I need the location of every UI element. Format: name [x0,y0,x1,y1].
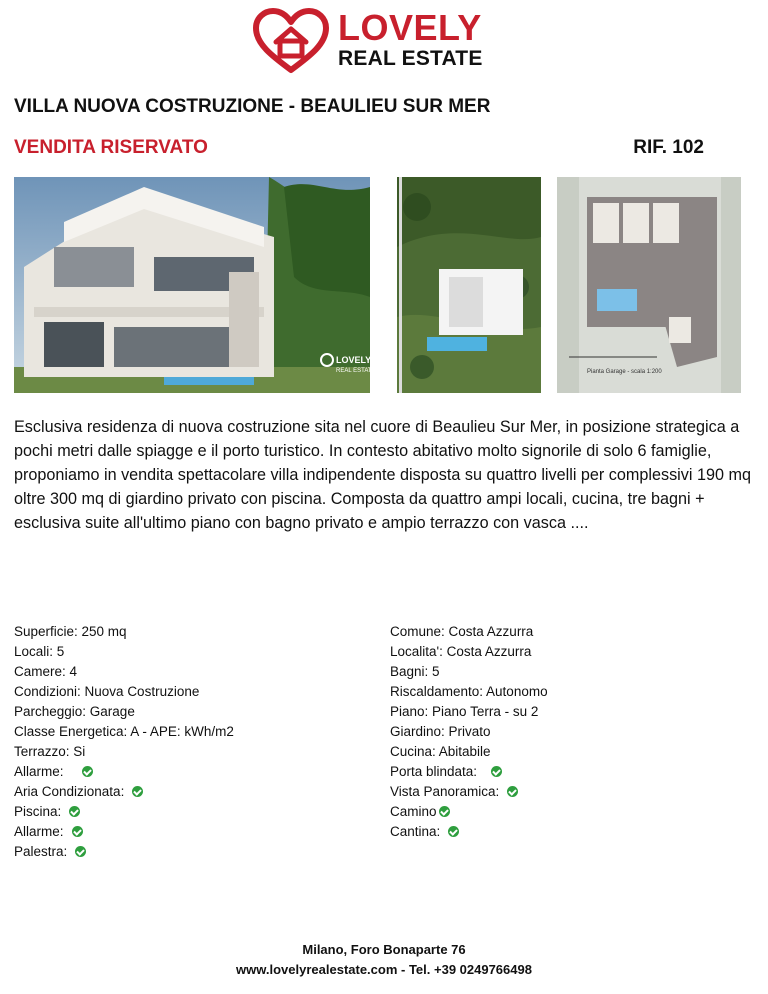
feature-row [390,782,750,802]
feature-text: Vista Panoramica: [390,784,500,799]
features-left-column [14,622,374,862]
check-circle-icon [448,826,459,837]
floor-plan-image [557,177,741,393]
check-circle-icon [507,786,518,797]
watermark-subtitle: REAL ESTATE [336,368,376,374]
sale-type-label: VENDITA RISERVATO [14,137,208,158]
listing-description: Esclusiva residenza di nuova costruzione sita nel cuore di Beaulieu Sur Mer, in posizione strategica a pochi metri dalle spiagge e il porto turistico. In contesto abitativo molto signorile di solo 6 famiglie, proponiamo in vendita spettacolare villa indipendente disposta su quattro livelli per complessivi 190 mq oltre 300 mq di giardino privato con piscina. Composta da quattro ampi locali, cucina, tre bagni + esclusiva suite all'ultimo piano con bagno privato e ampio terrazzo con vasca .... [14,418,751,532]
feature-row [14,802,374,822]
company-logo [252,8,492,74]
feature-row [390,682,750,702]
feature-text: Classe Energetica: A - APE: kWh/m2 [14,724,234,739]
villa-exterior-photo [14,177,376,393]
feature-row [390,822,750,842]
feature-row [14,702,374,722]
feature-text: Cucina: Abitabile [390,744,491,759]
logo-subtitle: REAL ESTATE [338,47,483,70]
feature-row [390,802,750,822]
feature-text: Terrazzo: Si [14,744,86,759]
feature-row [390,622,750,642]
check-circle-icon [439,806,450,817]
feature-text: Aria Condizionata: [14,784,125,799]
feature-text: Riscaldamento: Autonomo [390,684,548,699]
check-circle-icon [69,806,80,817]
listing-title: VILLA NUOVA COSTRUZIONE - BEAULIEU SUR MER [14,96,491,117]
feature-row [14,662,374,682]
floor-plan-caption: Pianta Garage - scala 1:200 [587,369,662,375]
feature-text: Bagni: 5 [390,664,440,679]
footer-address: Milano, Foro Bonaparte 76 [302,942,466,957]
feature-row [14,642,374,662]
feature-row [14,682,374,702]
check-circle-icon [491,766,502,777]
feature-text: Locali: 5 [14,644,65,659]
feature-text: Parcheggio: Garage [14,704,135,719]
feature-row [14,742,374,762]
logo-name: LOVELY [338,7,482,48]
feature-text: Cantina: [390,824,441,839]
feature-text: Condizioni: Nuova Costruzione [14,684,200,699]
feature-row [14,722,374,742]
check-circle-icon [82,766,93,777]
check-circle-icon [72,826,83,837]
heart-house-icon [252,8,330,74]
watermark-name: LOVELY [336,355,372,365]
aerial-view-photo [397,177,541,393]
feature-text: Palestra: [14,844,68,859]
check-circle-icon [132,786,143,797]
feature-text: Allarme: [14,824,64,839]
feature-text: Porta blindata: [390,764,478,779]
feature-text: Piano: Piano Terra - su 2 [390,704,539,719]
feature-row [390,762,750,782]
feature-row [14,842,374,862]
feature-text: Camere: 4 [14,664,78,679]
feature-row [14,762,374,782]
footer-contact[interactable]: www.lovelyrealestate.com - Tel. +39 0249766498 [236,962,532,977]
feature-text: Comune: Costa Azzurra [390,624,534,639]
feature-row [390,662,750,682]
feature-row [14,622,374,642]
footer [0,940,768,980]
feature-text: Allarme: [14,764,64,779]
feature-row [390,642,750,662]
feature-row [390,702,750,722]
feature-text: Giardino: Privato [390,724,491,739]
features-right-column [390,622,750,842]
check-circle-icon [75,846,86,857]
feature-row [390,742,750,762]
feature-text: Superficie: 250 mq [14,624,127,639]
feature-row [14,782,374,802]
feature-text: Piscina: [14,804,62,819]
feature-text: Camino [390,804,437,819]
reference-number: RIF. 102 [633,137,704,158]
feature-row [390,722,750,742]
feature-text: Localita': Costa Azzurra [390,644,532,659]
feature-row [14,822,374,842]
